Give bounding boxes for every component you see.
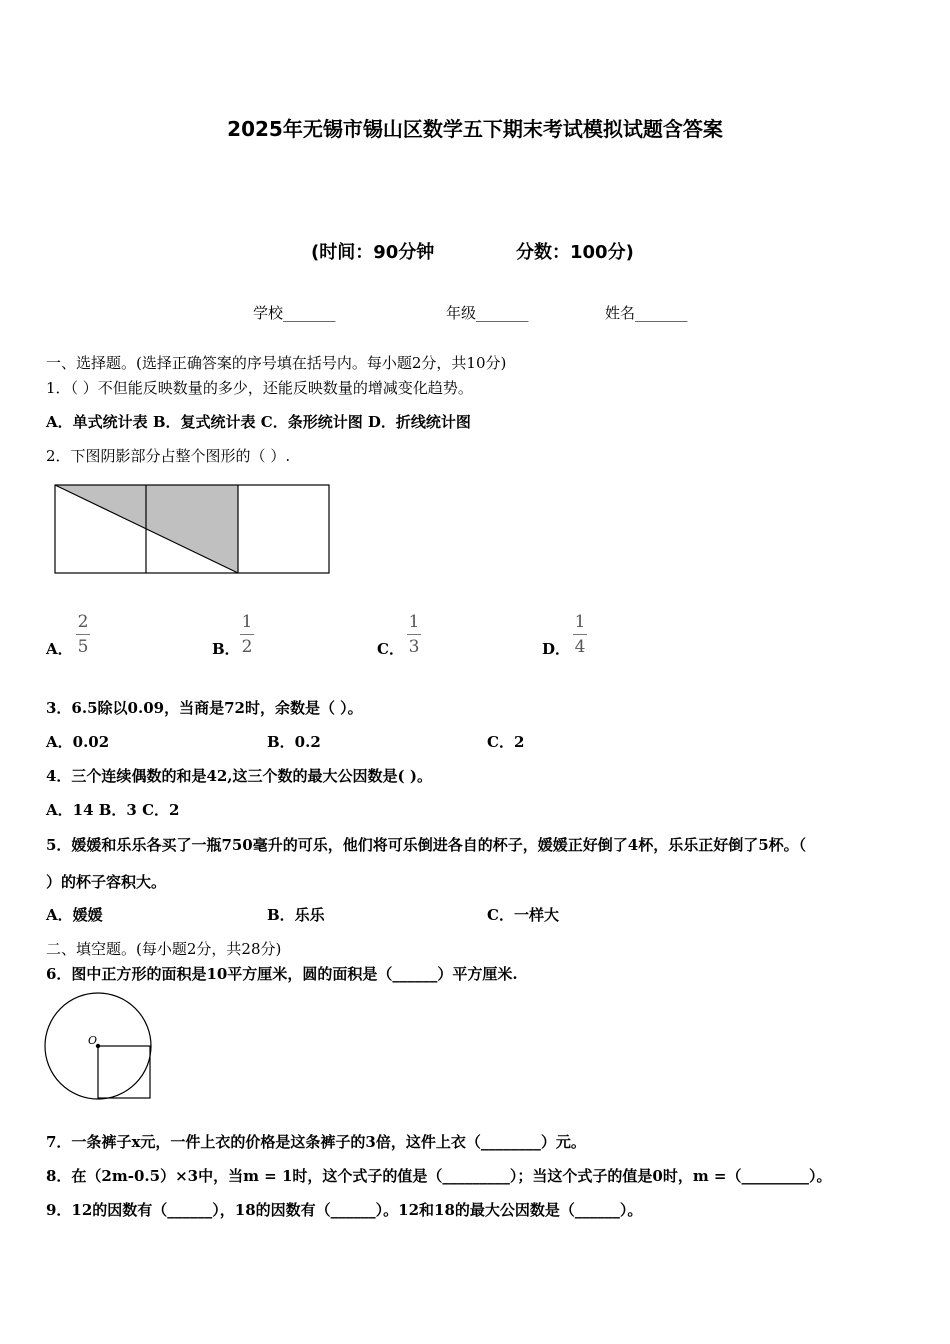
q2-option-a-fraction: 2 5 <box>77 612 89 657</box>
question-6: 6．图中正方形的面积是10平方厘米，圆的面积是（______）平方厘米. <box>46 965 518 983</box>
question-1-options: A．单式统计表 B．复式统计表 C．条形统计图 D．折线统计图 <box>46 413 471 431</box>
school-field: 学校_______ <box>253 304 336 322</box>
q2-option-d-fraction: 1 4 <box>574 612 586 657</box>
score-info: 分数：100分) <box>516 242 634 263</box>
q5-option-b: B．乐乐 <box>267 906 325 924</box>
q2-option-b-label: B． <box>212 640 240 658</box>
question-2: 2．下图阴影部分占整个图形的（ ）. <box>46 447 291 465</box>
q5-option-c: C．一样大 <box>487 906 559 924</box>
q3-option-c: C．2 <box>487 733 525 751</box>
question-1: 1．（ ）不但能反映数量的多少，还能反映数量的增减变化趋势。 <box>46 379 473 397</box>
q5-option-a: A．媛媛 <box>46 906 103 924</box>
question-4-options: A．14 B．3 C．2 <box>46 801 180 819</box>
q2-option-a-label: A． <box>46 640 73 658</box>
question-3: 3．6.5除以0.09，当商是72时，余数是（ ）。 <box>46 699 363 717</box>
grade-field: 年级_______ <box>446 304 529 322</box>
q2-option-c-fraction: 1 3 <box>408 612 420 657</box>
question-5-line-2: ）的杯子容积大。 <box>46 873 167 891</box>
q2-option-c-label: C． <box>377 640 404 658</box>
q3-option-a: A．0.02 <box>46 733 110 751</box>
name-field: 姓名_______ <box>605 304 688 322</box>
question-7: 7．一条裤子x元，一件上衣的价格是这条裤子的3倍，这件上衣（________）元。 <box>46 1133 586 1151</box>
q3-option-b: B．0.2 <box>267 733 321 751</box>
page-title: 2025年无锡市锡山区数学五下期末考试模拟试题含答案 <box>227 117 723 141</box>
circle-square-figure <box>40 988 160 1103</box>
section-2-heading: 二、填空题。(每小题2分，共28分) <box>46 940 282 958</box>
question-5-line-1: 5．媛媛和乐乐各买了一瓶750毫升的可乐，他们将可乐倒进各自的杯子，媛媛正好倒了4杯，乐乐正好倒了5杯。（ <box>46 836 807 854</box>
shaded-rectangle-figure <box>50 480 335 580</box>
time-info: (时间：90分钟 <box>311 242 435 263</box>
q2-option-d-label: D． <box>542 640 571 658</box>
question-9: 9．12的因数有（______），18的因数有（______）。12和18的最大公因数是（______）。 <box>46 1201 643 1219</box>
question-4: 4．三个连续偶数的和是42,这三个数的最大公因数是( )。 <box>46 767 432 785</box>
question-8: 8．在（2m-0.5）×3中，当m = 1时，这个式子的值是（_________）；当这个式子的值是0时，m =（_________）。 <box>46 1167 832 1185</box>
center-label: O <box>88 1034 98 1047</box>
section-1-heading: 一、选择题。(选择正确答案的序号填在括号内。每小题2分，共10分) <box>46 354 507 372</box>
q2-option-b-fraction: 1 2 <box>241 612 253 657</box>
